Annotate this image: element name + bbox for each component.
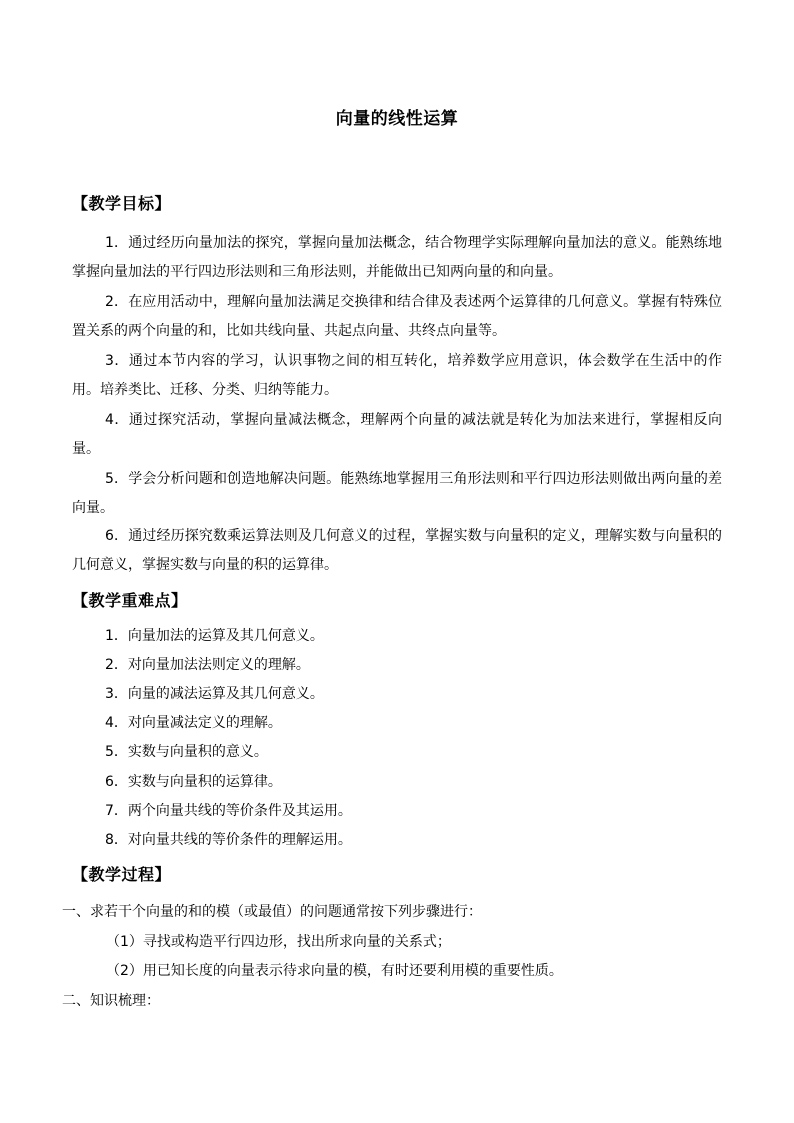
objective-paragraph-3: 3．通过本节内容的学习，认识事物之间的相互转化，培养数学应用意识，体会数学在生活中的作用。培养类比、迁移、分类、归纳等能力。 xyxy=(72,353,722,398)
objective-paragraph-5: 5．学会分析问题和创造地解决问题。能熟练地掌握用三角形法则和平行四边形法则做出两向量的差向量。 xyxy=(72,471,722,516)
objective-paragraph-6: 6．通过经历探究数乘运算法则及几何意义的过程，掌握实数与向量积的定义，理解实数与向量积的几何意义，掌握实数与向量的积的运算律。 xyxy=(72,528,722,573)
document-page xyxy=(62,0,722,1123)
process-step-1: 一、求若干个向量的和的模（或最值）的问题通常按下列步骤进行： xyxy=(62,904,482,920)
process-step-1-sub-2: （2）用已知长度的向量表示待求向量的模，有时还要利用模的重要性质。 xyxy=(106,963,563,979)
key-point-item-5: 5．实数与向量积的意义。 xyxy=(105,744,268,760)
process-step-1-sub-1: （1）寻找或构造平行四边形，找出所求向量的关系式； xyxy=(106,934,451,950)
key-points-heading: 【教学重难点】 xyxy=(72,591,188,610)
key-point-item-2: 2．对向量加法法则定义的理解。 xyxy=(105,657,310,673)
key-point-item-4: 4．对向量减法定义的理解。 xyxy=(105,715,282,731)
page-title: 向量的线性运算 xyxy=(335,109,459,129)
key-point-item-3: 3．向量的减法运算及其几何意义。 xyxy=(105,686,324,702)
key-point-item-6: 6．实数与向量积的运算律。 xyxy=(105,774,282,790)
key-point-item-8: 8．对向量共线的等价条件的理解运用。 xyxy=(105,832,352,848)
key-point-item-7: 7．两个向量共线的等价条件及其运用。 xyxy=(105,803,352,819)
process-step-2: 二、知识梳理： xyxy=(62,993,160,1009)
objective-paragraph-1: 1．通过经历向量加法的探究，掌握向量加法概念，结合物理学实际理解向量加法的意义。能熟练地掌握向量加法的平行四边形法则和三角形法则，并能做出已知两向量的和向量。 xyxy=(72,235,722,280)
objectives-heading: 【教学目标】 xyxy=(72,194,172,213)
process-heading: 【教学过程】 xyxy=(72,865,172,884)
key-point-item-1: 1．向量加法的运算及其几何意义。 xyxy=(105,628,324,644)
objective-paragraph-4: 4．通过探究活动，掌握向量减法概念，理解两个向量的减法就是转化为加法来进行，掌握相反向量。 xyxy=(72,412,722,457)
objective-paragraph-2: 2．在应用活动中，理解向量加法满足交换律和结合律及表述两个运算律的几何意义。掌握有特殊位置关系的两个向量的和，比如共线向量、共起点向量、共终点向量等。 xyxy=(72,294,722,339)
